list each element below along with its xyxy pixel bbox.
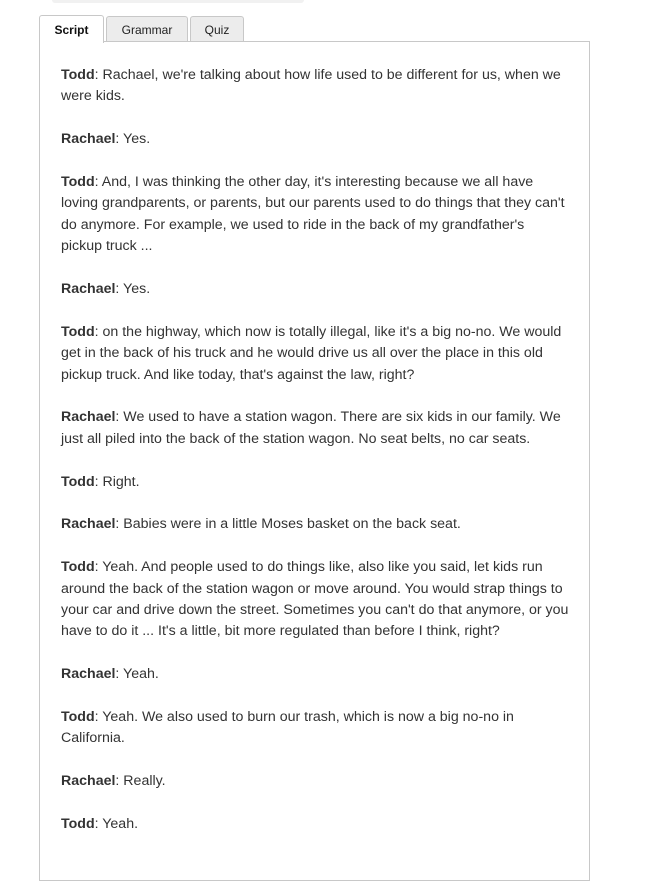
speaker-name: Todd [61, 67, 95, 83]
tab-grammar[interactable]: Grammar [106, 16, 188, 42]
script-line [61, 322, 569, 386]
speaker-name: Rachael [61, 409, 116, 426]
script-line [61, 129, 569, 150]
script-line [61, 472, 569, 493]
line-text: : on the highway, which now is totally illegal, like it's a big no-no. We would get in the back of his truck and he would drive us all over the place in this old pickup truck. And like today, that's against the law, right? [61, 323, 562, 383]
speaker-name: Todd [61, 559, 95, 576]
speaker-name: Rachael [61, 281, 116, 298]
script-panel [39, 41, 590, 881]
speaker-name: Todd [61, 323, 95, 340]
speaker-name: Rachael [61, 666, 116, 683]
script-transcript [40, 42, 589, 835]
line-text: : Yeah. And people used to do things like, also like you said, let kids run around the back of the station wagon or move around. You would strap things to your car and drive down the street. Sometimes you can't do that anymore, or you have to do it ... It's a little, bit more regulated than before I think, right? [61, 559, 569, 640]
line-text: : Right. [94, 473, 140, 490]
speaker-name: Todd [61, 174, 95, 190]
tab-quiz[interactable]: Quiz [190, 16, 244, 42]
line-text: : Babies were in a little Moses basket on the back seat. [115, 516, 461, 533]
line-text: : And, I was thinking the other day, it's interesting because we all have loving grandparents, or parents, but our parents used to do things that they can't do anymore. For example, we used to ride in the back of my grandfather's pickup truck ... [61, 174, 565, 255]
line-text: : Really. [115, 773, 166, 790]
script-line [61, 664, 569, 685]
speaker-name: Todd [61, 816, 95, 833]
line-text: : We used to have a station wagon. There are six kids in our family. We just all piled into the back of the station wagon. No seat belts, no car seats. [61, 409, 561, 447]
script-line [61, 814, 569, 835]
top-scroll-strip [52, 0, 304, 3]
line-text: : Yes. [115, 131, 151, 148]
script-line [61, 771, 569, 792]
line-text: : Yeah. We also used to burn our trash, which is now a big no-no in California. [61, 709, 514, 747]
tab-script[interactable]: Script [39, 15, 104, 43]
speaker-name: Todd [61, 473, 95, 490]
speaker-name: Rachael [61, 131, 116, 148]
script-line [61, 279, 569, 300]
speaker-name: Todd [61, 709, 95, 726]
line-text: : Yeah. [115, 666, 159, 683]
script-line [61, 407, 569, 450]
script-line [61, 557, 569, 643]
line-text: : Rachael, we're talking about how life used to be different for us, when we were kids. [61, 67, 561, 105]
script-line [61, 172, 569, 258]
tab-bar [39, 15, 246, 42]
script-line [61, 707, 569, 750]
speaker-name: Rachael [61, 773, 116, 790]
line-text: : Yeah. [94, 816, 139, 833]
line-text: : Yes. [115, 281, 151, 298]
script-line [61, 514, 569, 535]
speaker-name: Rachael [61, 516, 116, 533]
script-line [61, 65, 569, 108]
